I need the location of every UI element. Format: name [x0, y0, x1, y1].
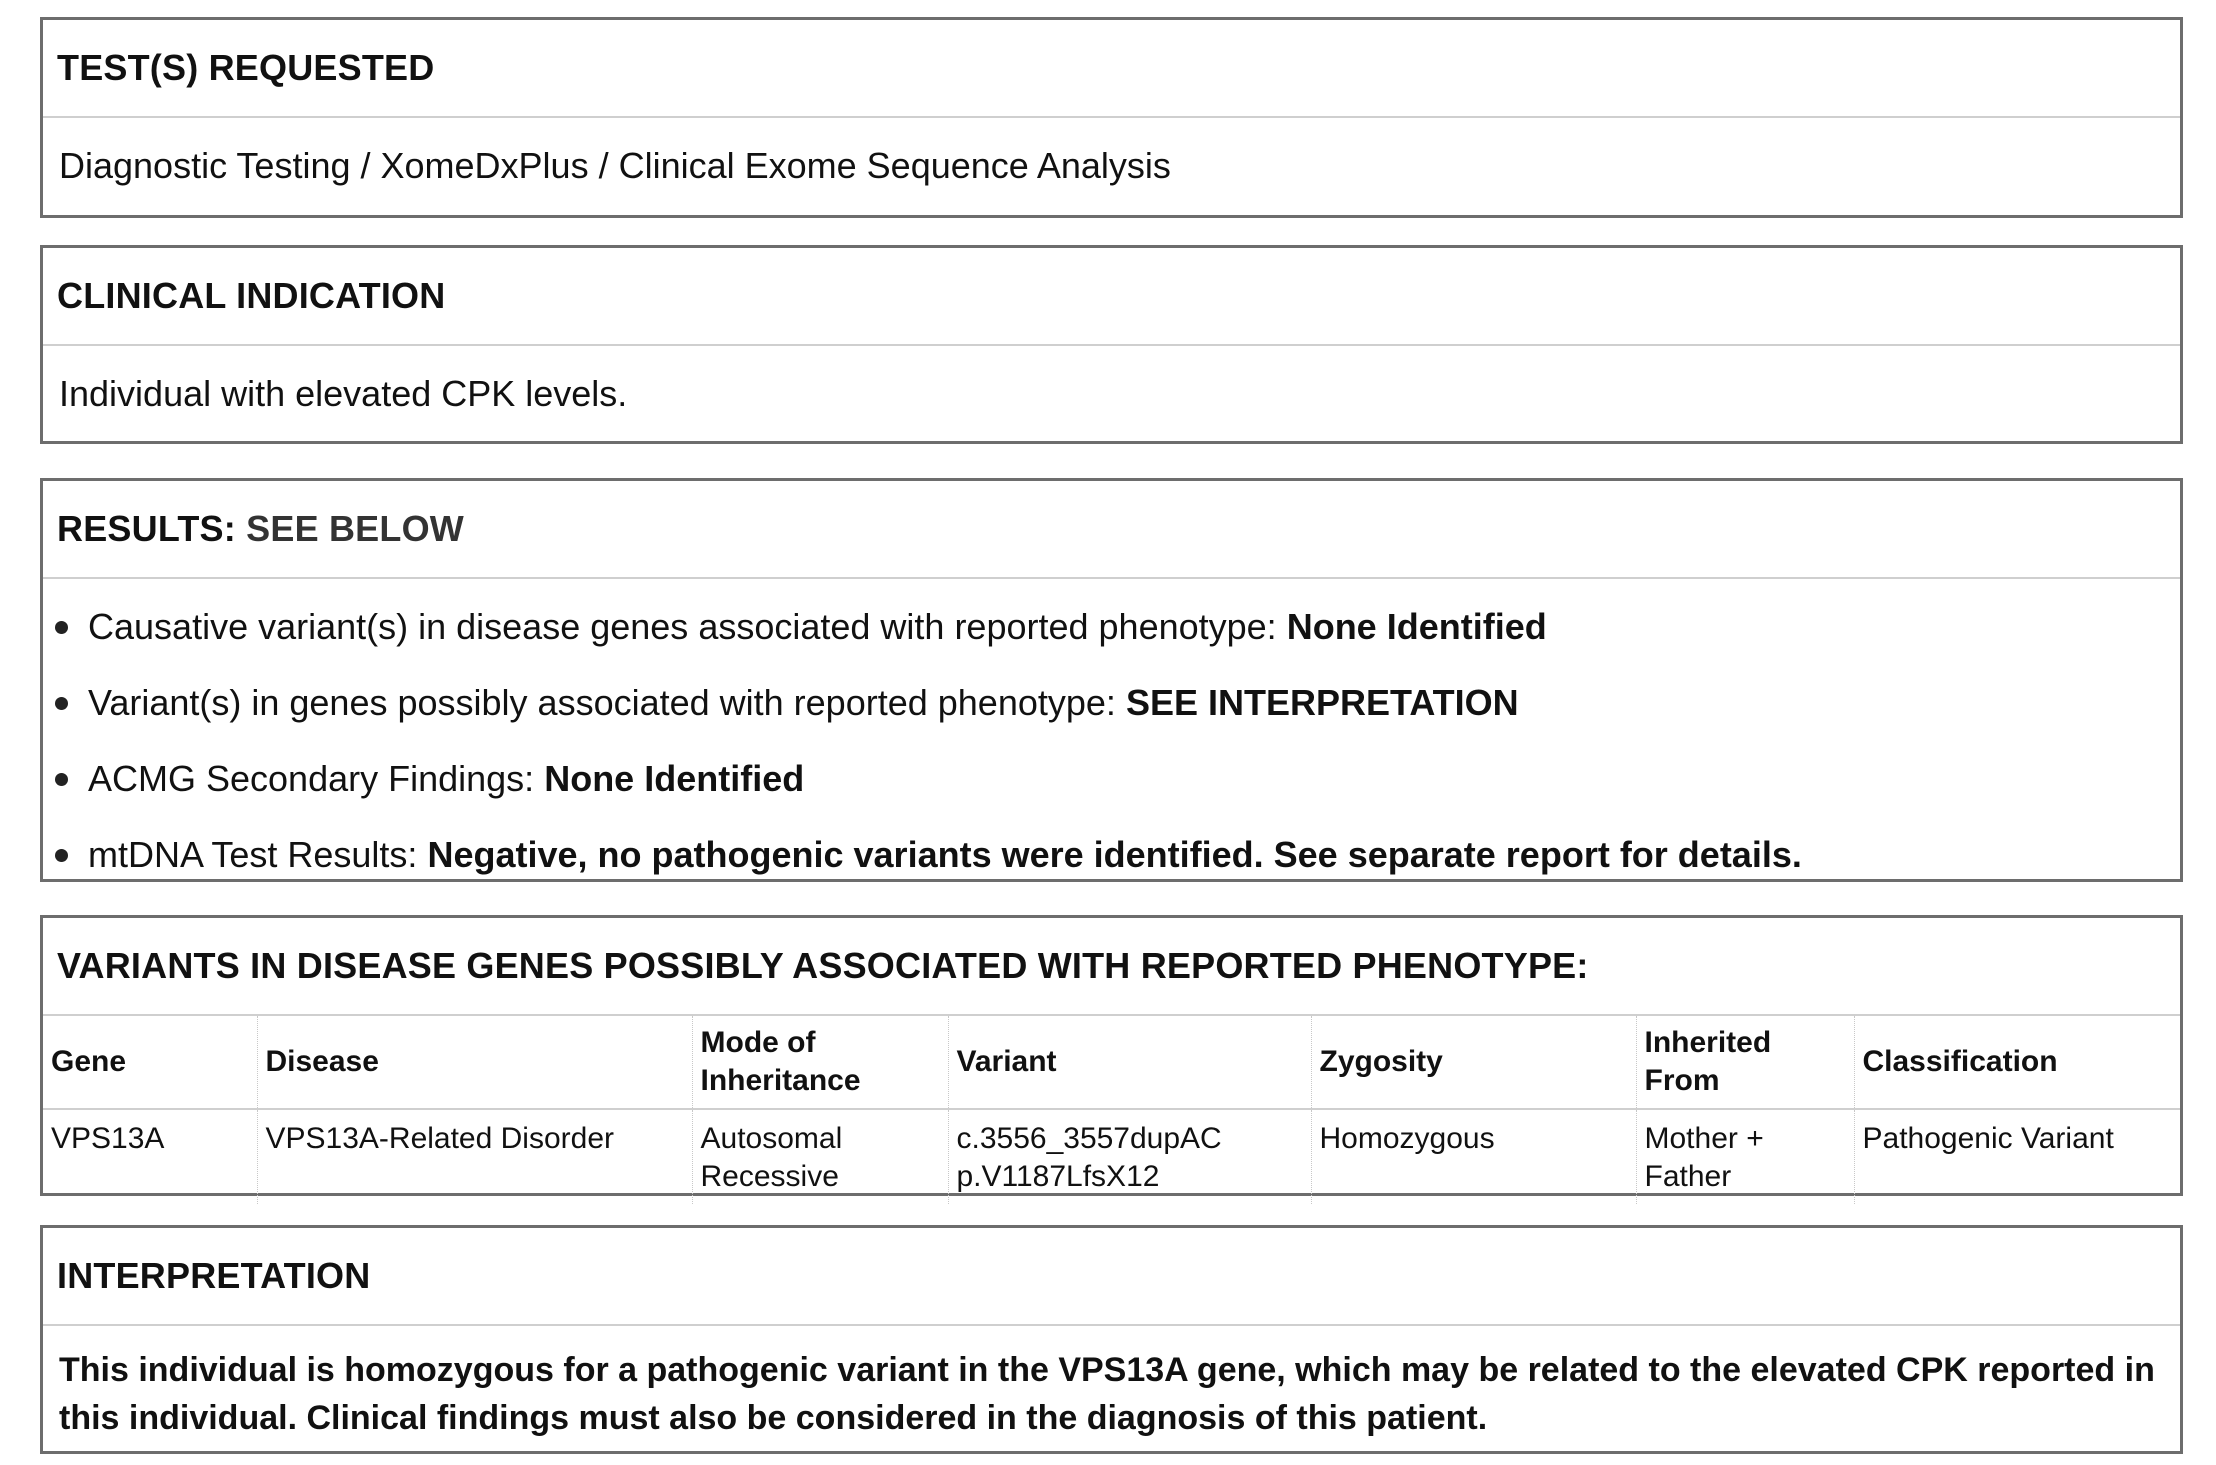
clinical-indication-section: [40, 245, 2183, 444]
section-heading: INTERPRETATION: [43, 1228, 2180, 1326]
column-header-gene: Gene: [43, 1016, 257, 1109]
table-header-row: [43, 1016, 2180, 1109]
bullet-icon: [55, 849, 68, 862]
section-heading: CLINICAL INDICATION: [43, 248, 2180, 346]
variant-protein: p.V1187LfsX12: [956, 1160, 1160, 1193]
section-heading: TEST(S) REQUESTED: [43, 20, 2180, 118]
cell-disease: VPS13A-Related Disorder: [257, 1109, 692, 1204]
tests-requested-section: [40, 17, 2183, 218]
results-list: [43, 579, 2180, 893]
list-item: [55, 741, 2180, 817]
column-header-variant: Variant: [948, 1016, 1311, 1109]
result-label: Variant(s) in genes possibly associated with reported phenotype:: [88, 682, 1116, 723]
section-heading: VARIANTS IN DISEASE GENES POSSIBLY ASSOCIATED WITH REPORTED PHENOTYPE:: [43, 918, 2180, 1016]
clinical-indication-value: Individual with elevated CPK levels.: [59, 373, 628, 414]
list-item: [55, 817, 2180, 893]
interpretation-section: [40, 1225, 2183, 1454]
bullet-icon: [55, 697, 68, 710]
results-section: [40, 478, 2183, 882]
results-heading-status: SEE BELOW: [246, 508, 464, 549]
result-value: None Identified: [544, 758, 805, 799]
tests-requested-value: Diagnostic Testing / XomeDxPlus / Clinical Exome Sequence Analysis: [59, 145, 1171, 186]
column-header-inherited: Inherited From: [1636, 1016, 1854, 1109]
column-header-disease: Disease: [257, 1016, 692, 1109]
interpretation-text: This individual is homozygous for a pathogenic variant in the VPS13A gene, which may be related to the elevated CPK reported in this individual. Clinical findings must also be considered in the diagnosis of this patient.: [59, 1351, 2155, 1437]
column-header-classification: Classification: [1854, 1016, 2180, 1109]
cell-inherited: Mother + Father: [1636, 1109, 1854, 1204]
results-heading-label: RESULTS:: [57, 508, 236, 549]
variants-section: [40, 915, 2183, 1196]
table-row: [43, 1109, 2180, 1204]
list-item: [55, 589, 2180, 665]
bullet-icon: [55, 621, 68, 634]
cell-classification: Pathogenic Variant: [1862, 1122, 2114, 1155]
cell-gene: VPS13A: [43, 1109, 257, 1204]
cell-zygosity: Homozygous: [1311, 1109, 1636, 1204]
column-header-mode: Mode of Inheritance: [692, 1016, 948, 1109]
result-value: None Identified: [1286, 606, 1547, 647]
cell-variant: [948, 1109, 1311, 1204]
variant-cdna: c.3556_3557dupAC: [956, 1122, 1222, 1155]
list-item: [55, 665, 2180, 741]
result-value: SEE INTERPRETATION: [1125, 682, 1519, 723]
result-label: ACMG Secondary Findings:: [88, 758, 535, 799]
column-header-zygosity: Zygosity: [1311, 1016, 1636, 1109]
section-heading: [43, 481, 2180, 579]
result-value: Negative, no pathogenic variants were identified. See separate report for details.: [427, 834, 1802, 875]
result-label: Causative variant(s) in disease genes associated with reported phenotype:: [88, 606, 1277, 647]
variants-table: [43, 1016, 2180, 1204]
cell-mode: Autosomal Recessive: [692, 1109, 948, 1204]
result-label: mtDNA Test Results:: [88, 834, 418, 875]
bullet-icon: [55, 773, 68, 786]
